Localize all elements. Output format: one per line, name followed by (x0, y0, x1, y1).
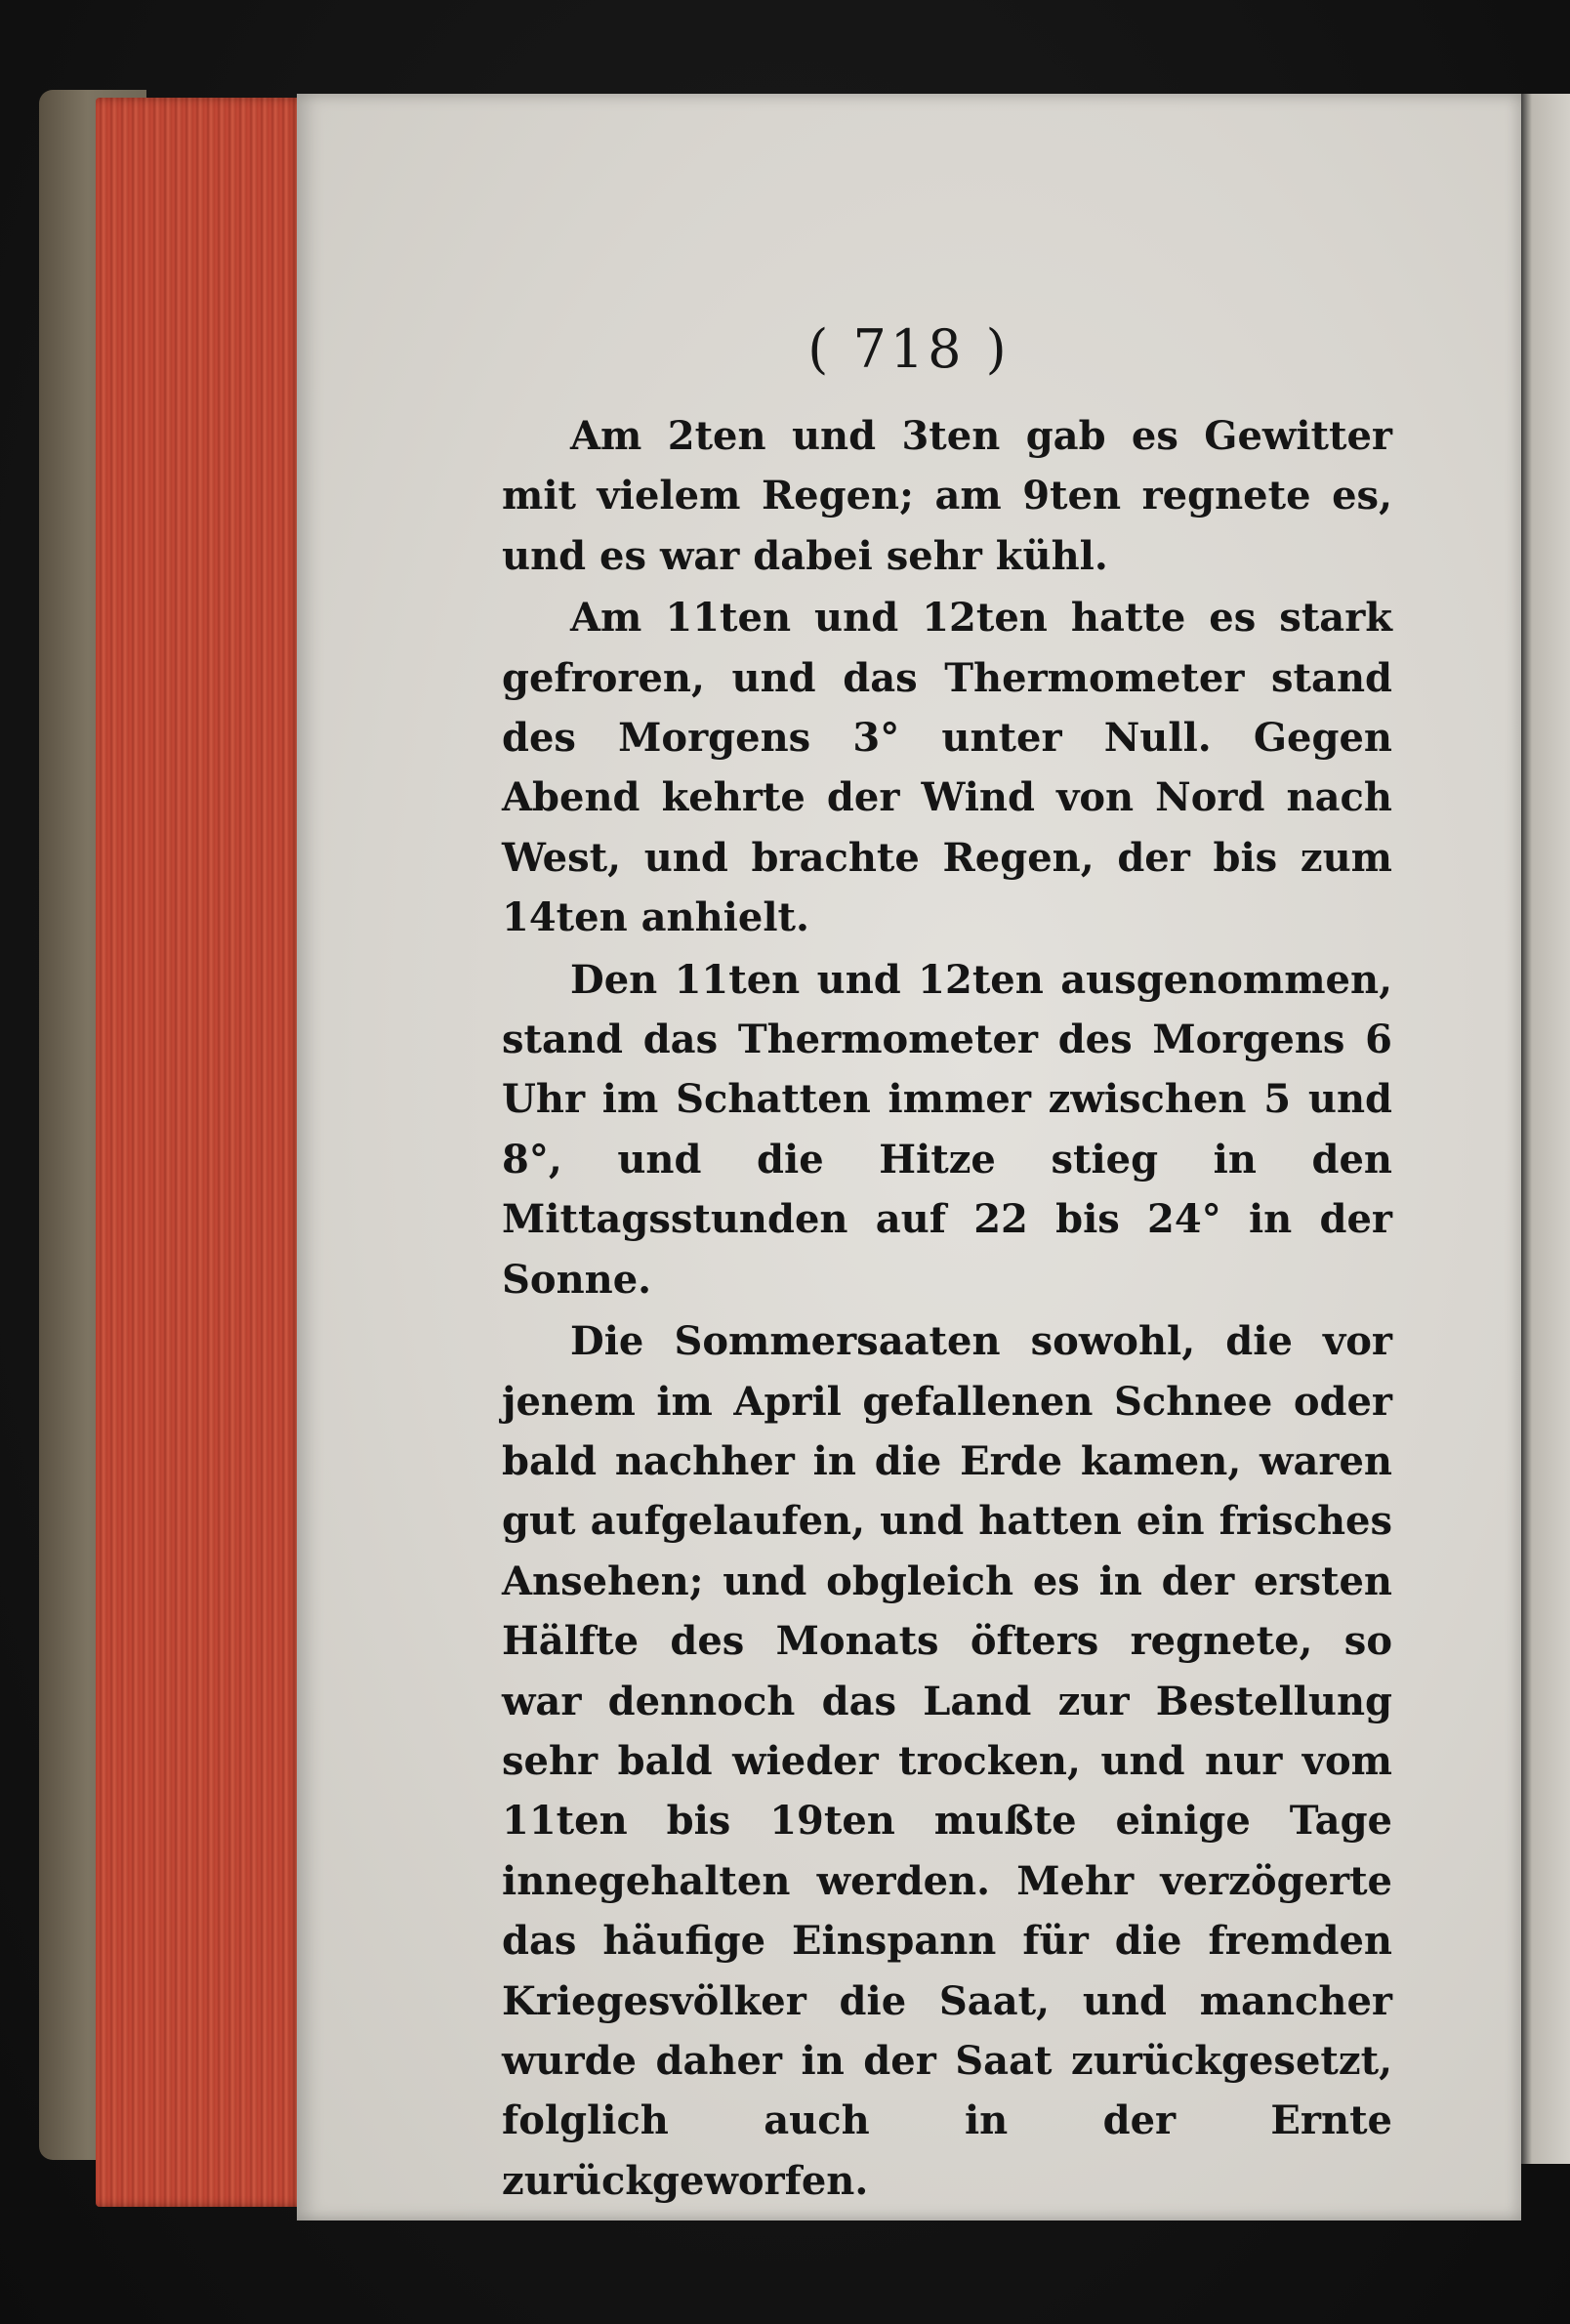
paragraph-3: Den 11ten und 12ten ausgenommen, stand das Thermometer des Morgens 6 Uhr im Schatten immer zwischen 5 und 8°, und die Hitze stieg in den Mittagsstunden auf 22 bis 24° in der Sonne. (502, 956, 1392, 1303)
paragraph-2: Am 11ten und 12ten hatte es stark gefroren, und das Thermometer stand des Morgens 3° unter Null. Gegen Abend kehrte der Wind von Nord nach West, und brachte Regen, der bis zum 14ten anhielt. (502, 595, 1392, 941)
page-edges (96, 98, 312, 2207)
book-page (297, 94, 1521, 2220)
page-body (502, 406, 1392, 2211)
facing-page (1519, 94, 1570, 2164)
paragraph-1: Am 2ten und 3ten gab es Gewitter mit vielem Regen; am 9ten regnete es, und es war dabei sehr kühl. (502, 413, 1392, 579)
page-number: ( 718 ) (807, 318, 1011, 380)
paragraph-4: Die Sommersaaten sowohl, die vor jenem im April gefallenen Schnee oder bald nachher in die Erde kamen, waren gut aufgelaufen, und hatten ein frisches Ansehen; und obgleich es in der ersten Hälfte des Monats öfters regnete, so war dennoch das Land zur Bestellung sehr bald wieder trocken, und nur vom 11ten bis 19ten mußte einige Tage innegehalten werden. Mehr verzögerte das häufige Einspann für die fremden Kriegesvölker die Saat, und mancher wurde daher in der Saat zurückgesetzt, folglich auch in der Ernte zurückgeworfen. (502, 1318, 1392, 2204)
